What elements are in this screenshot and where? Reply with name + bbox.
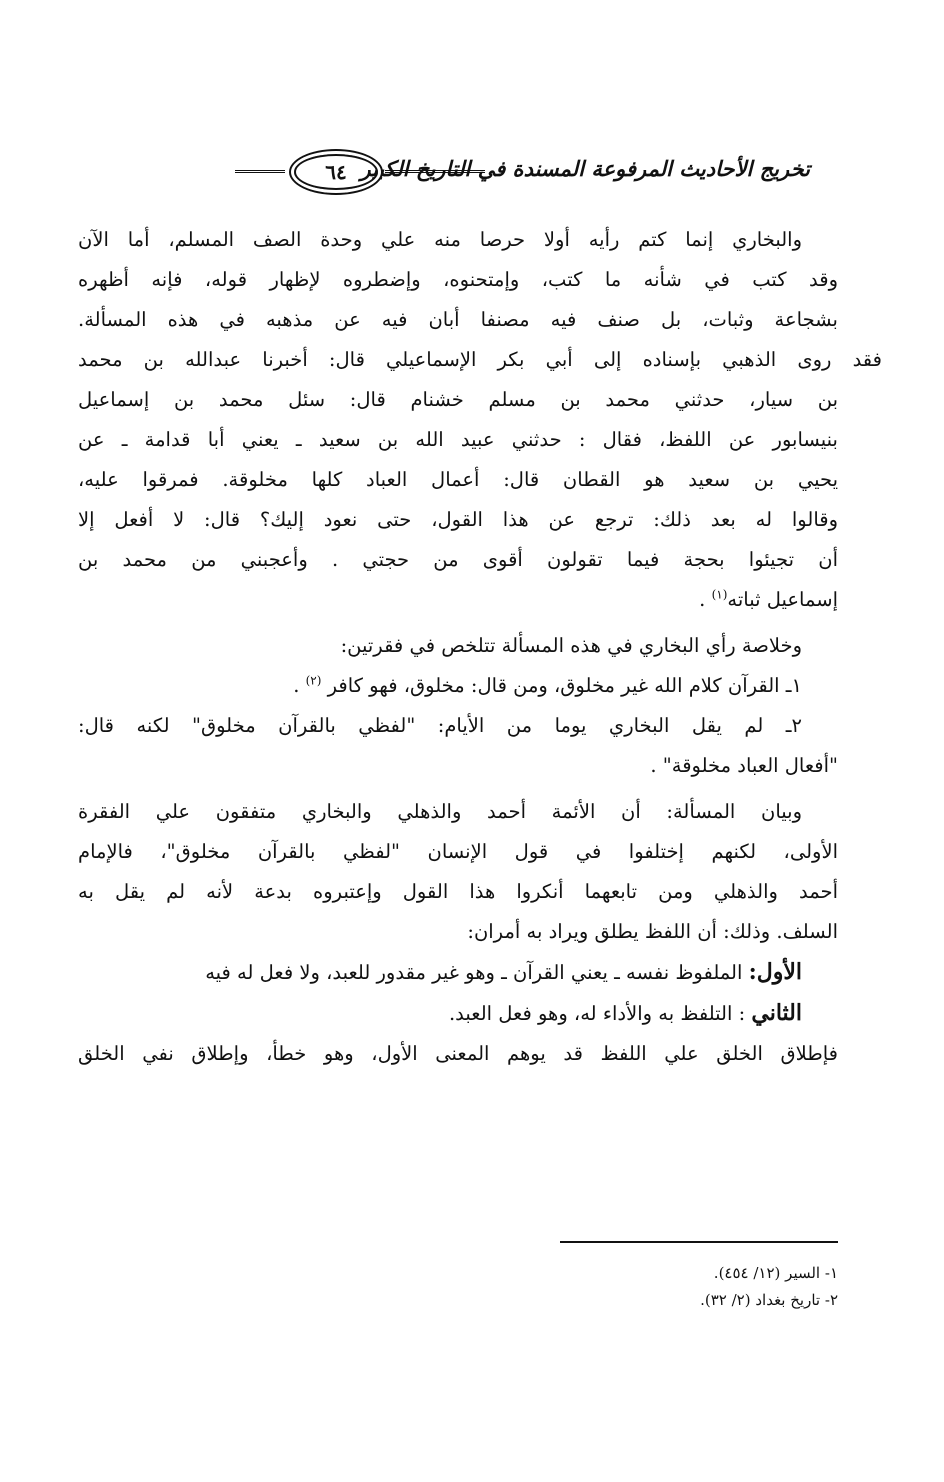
header-rule-right xyxy=(385,170,485,173)
text-line: يحيي بن سعيد هو القطان قال: أعمال العباد كلها مخلوقة. فمرقوا عليه، xyxy=(78,468,838,491)
label-first: الأول: xyxy=(748,959,802,985)
text-segment: الملفوظ نفسه ـ يعني القرآن ـ وهو غير مقدور للعبد، ولا فعل له فيه xyxy=(205,961,743,984)
text-line xyxy=(78,666,838,706)
text-line: فقد روى الذهبي بإسناده إلى أبي بكر الإسماعيلي قال: أخبرنا عبدالله بن محمد xyxy=(78,348,882,371)
text-line: بنيسابور عن اللفظ، فقال : حدثني عبيد الله بن سعيد ـ يعني أبا قدامة ـ عن xyxy=(78,428,838,451)
main-text xyxy=(78,220,882,1074)
text-segment: : التلفظ به والأداء له، وهو فعل العبد. xyxy=(448,1002,746,1025)
text-line: بن سيار، حدثني محمد بن مسلم خشنام قال: سئل محمد بن إسماعيل xyxy=(78,388,838,411)
footnote-2: ٢- تاريخ بغداد (٢/ ٣٢). xyxy=(700,1291,838,1309)
text-line xyxy=(78,993,838,1034)
text-line: والبخاري إنما كتم رأيه أولا حرصا منه علي وحدة الصف المسلم، أما الآن xyxy=(78,228,802,251)
text-line: وخلاصة رأي البخاري في هذه المسألة تتلخص في فقرتين: xyxy=(340,634,802,657)
text-line: ٢ـ لم يقل البخاري يوما من الأيام: "لفظي بالقرآن مخلوق" لكنه قال: xyxy=(78,714,802,737)
book-title: تخريج الأحاديث المرفوعة المسندة في التاريخ الكبير xyxy=(360,156,810,181)
text-line: وقد كتب في شأنه ما كتب، وإمتحنوه، وإضطروه لإظهار قوله، فإنه أظهره xyxy=(78,268,838,291)
text-line xyxy=(78,952,838,993)
footnotes xyxy=(78,1260,838,1314)
text-segment: ١ـ القرآن كلام الله غير مخلوق، ومن قال: مخلوق، فهو كافر xyxy=(327,674,802,697)
text-line: بشجاعة وثبات، بل صنف فيه مصنفا أبان فيه عن مذهبه في هذه المسألة. xyxy=(78,308,838,331)
text-line: أحمد والذهلي ومن تابعهما أنكروا هذا القول وإعتبروه بدعة لأنه لم يقل به xyxy=(78,880,838,903)
header-rule-left xyxy=(235,170,285,173)
text-line: فإطلاق الخلق علي اللفظ قد يوهم المعنى الأول، وهو خطأ، وإطلاق نفي الخلق xyxy=(78,1042,838,1065)
label-second: الثاني xyxy=(751,1000,802,1026)
text-segment: إسماعيل ثباته xyxy=(727,588,838,611)
punctuation: . xyxy=(293,674,300,697)
footnote-ref-2: (٢) xyxy=(305,673,322,688)
text-line: أن تجيئوا بحجة فيما تقولون أقوى من حجتي . وأعجبني من محمد بن xyxy=(78,548,838,571)
page-header xyxy=(70,148,810,198)
text-line: "أفعال العباد مخلوقة" . xyxy=(650,754,838,777)
footnote-1: ١- السير (١٢/ ٤٥٤). xyxy=(713,1264,838,1282)
punctuation: . xyxy=(699,588,706,611)
text-line: وقالوا له بعد ذلك: ترجع عن هذا القول، حتى نعود إليك؟ قال: لا أفعل إلا xyxy=(78,508,838,531)
footnote-ref-1: (١) xyxy=(711,587,728,602)
text-line: السلف. وذلك: أن اللفظ يطلق ويراد به أمران: xyxy=(467,920,838,943)
text-line xyxy=(78,580,838,620)
text-line: الأولى، لكنهم إختلفوا في قول الإنسان "لفظي بالقرآن مخلوق"، فالإمام xyxy=(78,840,838,863)
page-number: ٦٤ xyxy=(294,154,378,190)
footnote-divider xyxy=(560,1241,838,1243)
text-line: وبيان المسألة: أن الأئمة أحمد والذهلي والبخاري متفقون علي الفقرة xyxy=(78,800,802,823)
